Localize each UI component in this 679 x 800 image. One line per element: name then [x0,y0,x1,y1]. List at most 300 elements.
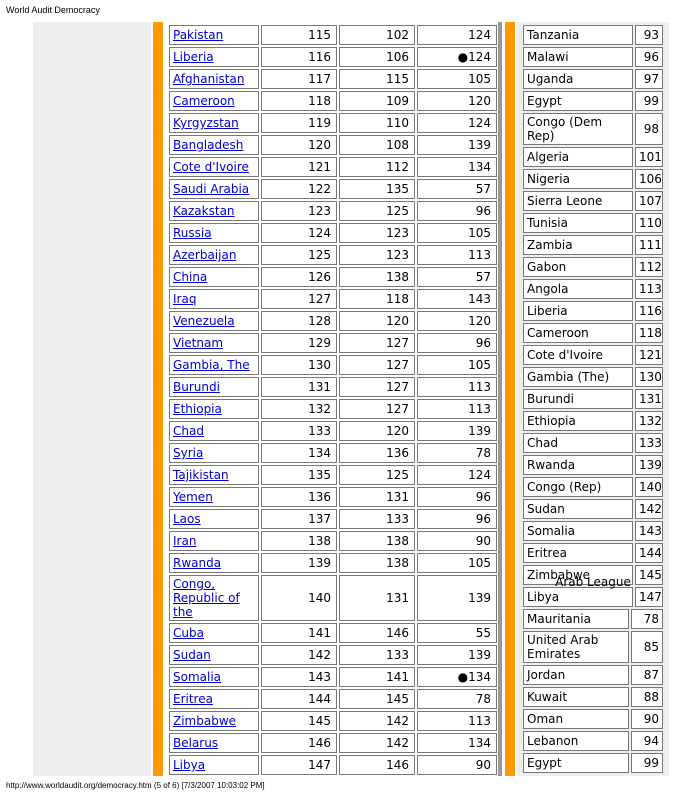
table-row [169,355,497,375]
country-cell [169,25,259,45]
table-row [169,553,497,573]
country-cell: Egypt [523,753,629,773]
country-cell [169,113,259,133]
country-link[interactable]: Burundi [173,380,220,394]
table-row [169,91,497,111]
country-link[interactable]: Tajikistan [173,468,229,482]
rank-cell: 101 [635,147,663,167]
rank-cell-3: 96 [417,201,497,221]
rank-cell-3: 96 [417,333,497,353]
table-row [523,323,663,343]
left-panel-background [33,22,151,776]
rank-cell-3: 139 [417,575,497,621]
table-row [523,753,663,773]
rank-cell-1: 138 [261,531,337,551]
rank-cell-3: 105 [417,69,497,89]
country-cell: Mauritania [523,609,629,629]
rank-cell-3: 120 [417,91,497,111]
country-cell [169,667,259,687]
table-row [169,201,497,221]
rank-cell-2: 125 [339,201,415,221]
rank-cell-1: 128 [261,311,337,331]
rank-cell: 88 [631,687,663,707]
country-cell [169,355,259,375]
rank-cell-1: 140 [261,575,337,621]
table-row [169,333,497,353]
table-row [169,289,497,309]
table-row [523,731,663,751]
country-link[interactable]: Ethiopia [173,402,222,416]
table-row [523,257,663,277]
rank-cell: 85 [631,631,663,663]
country-link[interactable]: Cuba [173,626,204,640]
table-row [523,389,663,409]
country-link[interactable]: Iraq [173,292,197,306]
table-row [169,667,497,687]
rank-cell-1: 118 [261,91,337,111]
rank-cell-1: 122 [261,179,337,199]
rank-cell-2: 115 [339,69,415,89]
rank-cell-3: 139 [417,645,497,665]
table-row [523,543,663,563]
country-cell [169,201,259,221]
table-row [523,69,663,89]
rank-cell-1: 131 [261,377,337,397]
country-cell: Malawi [523,47,633,67]
rank-cell: 87 [631,665,663,685]
rank-cell: 116 [635,301,663,321]
rank-cell: 140 [635,477,663,497]
country-cell [169,157,259,177]
table-row [169,531,497,551]
rank-cell-1: 120 [261,135,337,155]
rank-cell-1: 129 [261,333,337,353]
rank-cell-3: 124 [417,465,497,485]
country-link[interactable]: Cameroon [173,94,235,108]
table-row [523,665,663,685]
rank-cell: 143 [635,521,663,541]
country-link[interactable]: Sudan [173,648,211,662]
country-link[interactable]: Bangladesh [173,138,244,152]
country-link[interactable]: Azerbaijan [173,248,237,262]
country-cell [169,645,259,665]
rank-cell: 106 [635,169,663,189]
rank-cell-3: 124 [417,113,497,133]
rank-cell: 130 [635,367,663,387]
country-cell: Liberia [523,301,633,321]
country-link[interactable]: Belarus [173,736,219,750]
page-footer-url: http://www.worldaudit.org/democracy.htm (5 of 6) [7/3/2007 10:03:02 PM] [6,781,265,790]
country-link[interactable]: Russia [173,226,212,240]
rank-cell-2: 106 [339,47,415,67]
country-cell: Uganda [523,69,633,89]
orange-divider-left [153,22,163,776]
rank-cell-3: 113 [417,711,497,731]
rank-cell-1: 117 [261,69,337,89]
country-cell [169,245,259,265]
rank-cell-1: 115 [261,25,337,45]
rank-cell-1: 134 [261,443,337,463]
rank-cell-3: 90 [417,755,497,775]
rank-cell-3: 55 [417,623,497,643]
country-link[interactable]: Vietnam [173,336,224,350]
country-cell [169,465,259,485]
country-cell: United Arab Emirates [523,631,629,663]
country-link[interactable]: Liberia [173,50,214,64]
country-link[interactable]: Saudi Arabia [173,182,250,196]
country-cell: Zimbabwe [523,565,633,585]
rank-cell-3: 105 [417,553,497,573]
country-link[interactable]: Rwanda [173,556,222,570]
rank-cell-3: 113 [417,377,497,397]
rank-cell-2: 123 [339,223,415,243]
orange-divider-right [505,22,515,776]
african-union-table [521,23,665,609]
rank-cell: 121 [635,345,663,365]
rank-cell-3: 105 [417,223,497,243]
country-cell [169,575,259,621]
rank-cell-2: 138 [339,531,415,551]
rank-cell-1: 119 [261,113,337,133]
rank-cell-1: 123 [261,201,337,221]
country-cell: Sudan [523,499,633,519]
country-link[interactable]: China [173,270,208,284]
table-row [523,345,663,365]
country-cell: Gambia (The) [523,367,633,387]
table-row [523,433,663,453]
democracy-rankings-table [167,23,499,777]
rank-cell-2: 141 [339,667,415,687]
country-cell [169,69,259,89]
country-cell: Oman [523,709,629,729]
rank-cell-2: 108 [339,135,415,155]
country-cell: Somalia [523,521,633,541]
rank-cell-2: 146 [339,755,415,775]
rank-cell-2: 133 [339,509,415,529]
country-link[interactable]: Afghanistan [173,72,245,86]
rank-cell-1: 132 [261,399,337,419]
rank-cell-2: 102 [339,25,415,45]
country-cell [169,755,259,775]
country-cell [169,311,259,331]
table-row [523,169,663,189]
rank-cell-2: 110 [339,113,415,133]
table-row [169,755,497,775]
country-link[interactable]: Congo, Republic of the [173,577,240,619]
country-link[interactable]: Iran [173,534,197,548]
table-row [523,709,663,729]
rank-cell-3: 143 [417,289,497,309]
rank-cell: 131 [635,389,663,409]
country-cell: Nigeria [523,169,633,189]
table-row [523,235,663,255]
table-row [169,399,497,419]
rank-cell: 99 [631,753,663,773]
rank-cell-2: 146 [339,623,415,643]
country-cell [169,509,259,529]
rank-cell-1: 116 [261,47,337,67]
rank-cell-3: 57 [417,179,497,199]
rank-cell-3: 96 [417,509,497,529]
rank-cell-2: 127 [339,377,415,397]
rank-cell-1: 136 [261,487,337,507]
country-link[interactable]: Cote d'Ivoire [173,160,249,174]
country-cell: Gabon [523,257,633,277]
rank-cell-3: 57 [417,267,497,287]
rank-cell-1: 141 [261,623,337,643]
table-row [523,455,663,475]
table-row [523,687,663,707]
table-row [169,377,497,397]
table-row [169,311,497,331]
country-cell: Rwanda [523,455,633,475]
country-cell [169,47,259,67]
country-cell [169,135,259,155]
country-cell [169,267,259,287]
rank-cell: 133 [635,433,663,453]
rank-cell-2: 127 [339,399,415,419]
rank-cell-1: 125 [261,245,337,265]
rank-cell-2: 109 [339,91,415,111]
table-row [169,179,497,199]
rank-cell-2: 136 [339,443,415,463]
rank-cell: 147 [635,587,663,607]
table-row [169,113,497,133]
rank-cell-3: 134 [417,157,497,177]
table-row [523,191,663,211]
rank-cell: 145 [635,565,663,585]
rank-cell: 132 [635,411,663,431]
table-row [523,477,663,497]
table-row [169,645,497,665]
country-cell [169,333,259,353]
page-header-title: World Audit Democracy [6,5,100,15]
rank-cell: 111 [635,235,663,255]
country-cell [169,91,259,111]
table-row [169,465,497,485]
rank-cell: 139 [635,455,663,475]
rank-cell-3: 113 [417,399,497,419]
table-row [523,631,663,663]
rank-cell-3: 90 [417,531,497,551]
rank-cell-2: 138 [339,553,415,573]
table-row [169,443,497,463]
rank-cell-3: 78 [417,443,497,463]
rank-cell-2: 142 [339,711,415,731]
rank-cell-1: 143 [261,667,337,687]
country-cell [169,733,259,753]
rank-cell-1: 121 [261,157,337,177]
country-cell [169,399,259,419]
table-row [169,135,497,155]
table-row [523,411,663,431]
country-link[interactable]: Gambia, The [173,358,250,372]
table-row [169,509,497,529]
table-row [169,223,497,243]
rank-cell-2: 120 [339,311,415,331]
rank-cell-1: 133 [261,421,337,441]
rank-cell: 112 [635,257,663,277]
country-link[interactable]: Somalia [173,670,222,684]
table-row [523,587,663,607]
rank-cell-3: 120 [417,311,497,331]
rank-cell-2: 125 [339,465,415,485]
rank-cell-2: 123 [339,245,415,265]
country-cell [169,377,259,397]
rank-cell-3: ●134 [417,667,497,687]
rank-cell: 78 [631,609,663,629]
country-link[interactable]: Kazakstan [173,204,235,218]
rank-cell-3: 139 [417,421,497,441]
rank-cell-1: 130 [261,355,337,375]
country-cell: Jordan [523,665,629,685]
table-row [169,267,497,287]
rank-cell: 99 [635,91,663,111]
rank-cell-1: 142 [261,645,337,665]
rank-cell: 94 [631,731,663,751]
country-cell [169,623,259,643]
country-link[interactable]: Pakistan [173,28,224,42]
country-link[interactable]: Eritrea [173,692,213,706]
rank-cell-2: 118 [339,289,415,309]
rank-cell: 98 [635,113,663,145]
table-row [523,147,663,167]
country-cell: Zambia [523,235,633,255]
rank-cell: 110 [635,213,663,233]
rank-cell-3: 78 [417,689,497,709]
rank-cell-2: 138 [339,267,415,287]
rank-cell-1: 127 [261,289,337,309]
rank-cell-2: 135 [339,179,415,199]
rank-cell-1: 126 [261,267,337,287]
rank-cell: 97 [635,69,663,89]
table-row [169,733,497,753]
table-row [523,25,663,45]
country-cell: Tanzania [523,25,633,45]
table-row [169,69,497,89]
table-row [523,47,663,67]
country-cell: Tunisia [523,213,633,233]
country-link[interactable]: Kyrgyzstan [173,116,239,130]
table-row [169,689,497,709]
country-cell: Angola [523,279,633,299]
rank-cell: 144 [635,543,663,563]
country-cell: Burundi [523,389,633,409]
rank-cell-2: 133 [339,645,415,665]
table-row [169,245,497,265]
rank-cell: 96 [635,47,663,67]
rank-cell-1: 145 [261,711,337,731]
table-row [523,113,663,145]
rank-cell-2: 145 [339,689,415,709]
country-cell: Kuwait [523,687,629,707]
rank-cell-3: ●124 [417,47,497,67]
country-cell: Cameroon [523,323,633,343]
rank-cell-1: 137 [261,509,337,529]
rank-cell-3: 113 [417,245,497,265]
country-cell [169,421,259,441]
country-cell [169,553,259,573]
country-cell: Egypt [523,91,633,111]
country-link[interactable]: Zimbabwe [173,714,237,728]
table-row [523,213,663,233]
rank-cell-3: 134 [417,733,497,753]
rank-cell-2: 131 [339,487,415,507]
table-row [169,711,497,731]
country-link[interactable]: Syria [173,446,204,460]
table-row [523,609,663,629]
rank-cell-1: 147 [261,755,337,775]
country-cell [169,289,259,309]
table-row [169,25,497,45]
table-row [523,521,663,541]
rank-cell-2: 112 [339,157,415,177]
table-row [169,157,497,177]
table-row [523,499,663,519]
rank-cell-1: 139 [261,553,337,573]
table-row [523,301,663,321]
country-cell: Congo (Dem Rep) [523,113,633,145]
rank-cell-3: 124 [417,25,497,45]
country-cell [169,487,259,507]
rank-cell-2: 131 [339,575,415,621]
rank-cell-2: 127 [339,355,415,375]
country-link[interactable]: Libya [173,758,206,772]
country-link[interactable]: Yemen [173,490,213,504]
rank-cell: 107 [635,191,663,211]
rank-cell: 118 [635,323,663,343]
rank-cell-1: 124 [261,223,337,243]
country-cell: Congo (Rep) [523,477,633,497]
country-cell: Cote d'Ivoire [523,345,633,365]
country-cell [169,179,259,199]
table-row [169,421,497,441]
country-link[interactable]: Chad [173,424,204,438]
rank-cell-2: 127 [339,333,415,353]
country-cell: Algeria [523,147,633,167]
rank-cell-1: 135 [261,465,337,485]
country-cell [169,443,259,463]
rank-cell: 142 [635,499,663,519]
country-cell: Sierra Leone [523,191,633,211]
table-row [523,367,663,387]
country-link[interactable]: Laos [173,512,201,526]
rank-cell-2: 120 [339,421,415,441]
table-row [523,279,663,299]
country-cell: Eritrea [523,543,633,563]
country-cell [169,689,259,709]
rank-cell-2: 142 [339,733,415,753]
country-cell: Libya [523,587,633,607]
rank-cell: 113 [635,279,663,299]
table-row [523,91,663,111]
country-cell [169,711,259,731]
country-link[interactable]: Venezuela [173,314,235,328]
arab-league-table [521,607,665,775]
country-cell: Lebanon [523,731,629,751]
country-cell: Ethiopia [523,411,633,431]
rank-cell-3: 96 [417,487,497,507]
arab-league-heading: Arab League [555,575,631,589]
rank-cell-3: 105 [417,355,497,375]
table-row [169,623,497,643]
rank-cell: 93 [635,25,663,45]
table-row [169,47,497,67]
rank-cell-1: 146 [261,733,337,753]
country-cell: Chad [523,433,633,453]
country-cell [169,531,259,551]
country-cell [169,223,259,243]
